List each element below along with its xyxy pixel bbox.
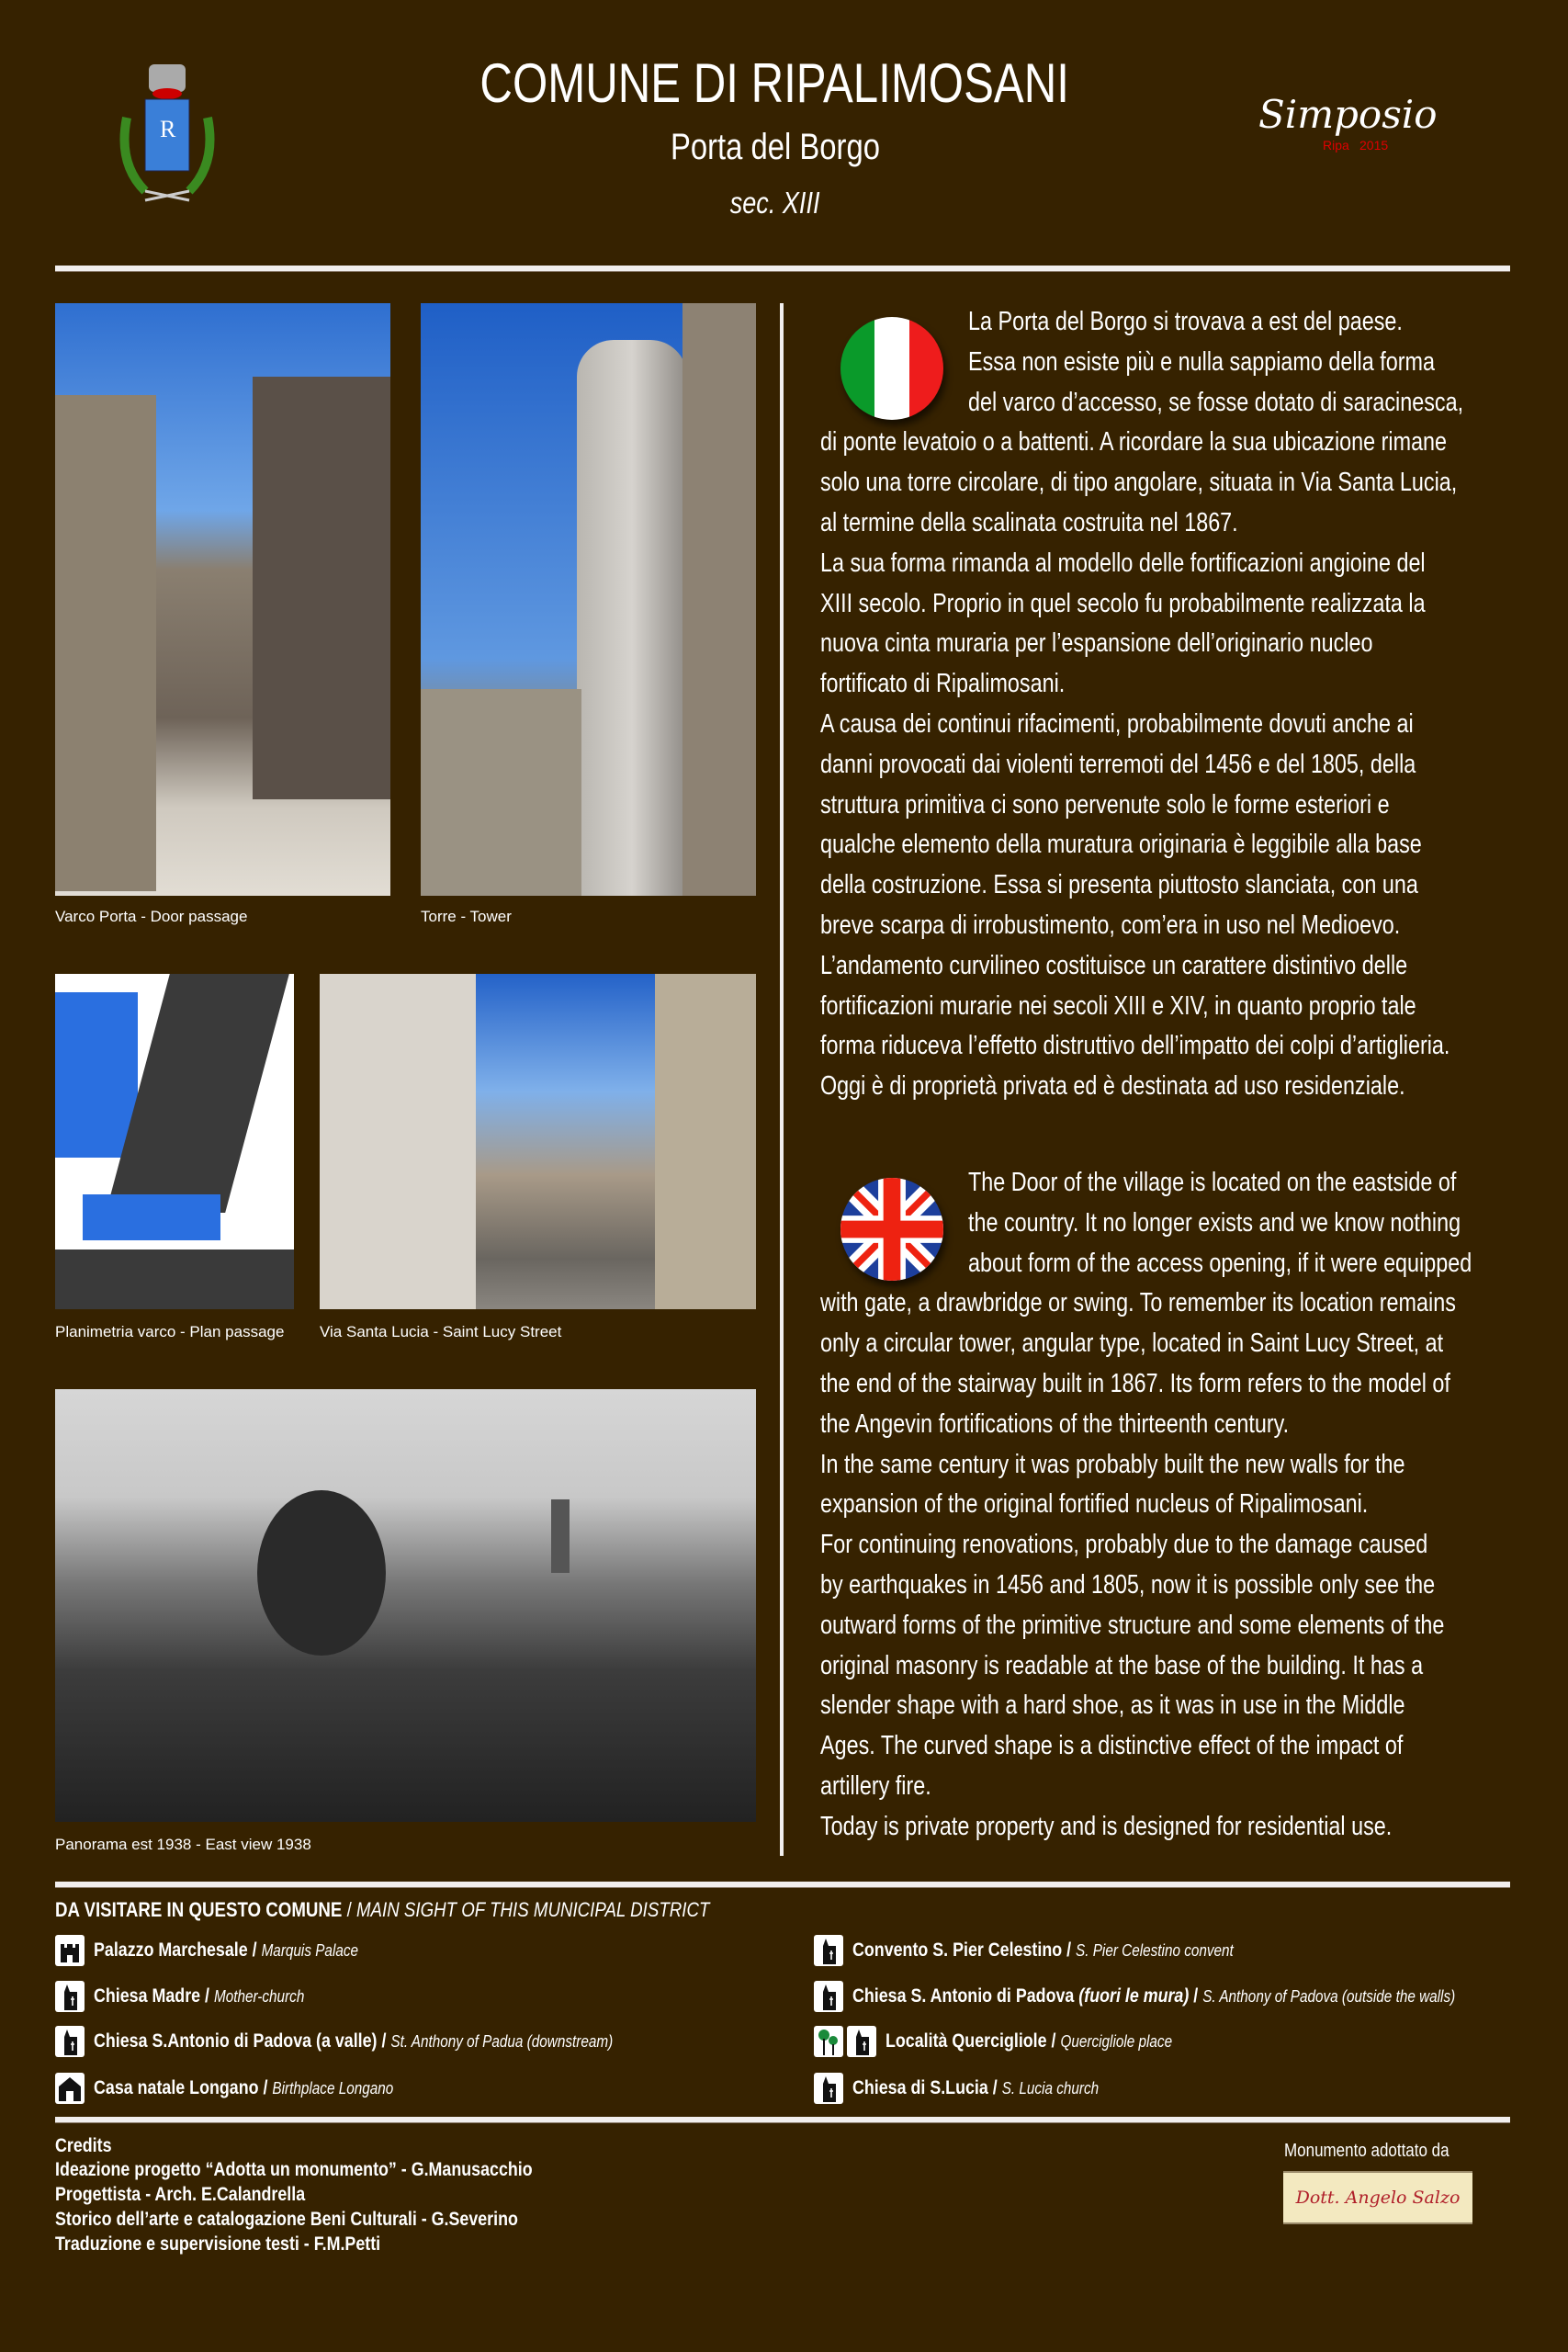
castle-icon (55, 1935, 85, 1966)
sights-heading-it: DA VISITARE IN QUESTO COMUNE (55, 1898, 343, 1921)
coat-of-arms-letter: R (160, 116, 176, 142)
sight-name-it: Convento S. Pier Celestino (852, 1939, 1063, 1961)
sight-name-en: St. Anthony of Padua (downstream) (390, 2032, 614, 2051)
simposio-logo-year: 2015 (1359, 138, 1389, 153)
photo-caption: Torre - Tower (421, 908, 512, 925)
photo-door-passage (55, 303, 390, 896)
text-line: del varco d’accesso, se fosse dotato di saracinesca, (968, 387, 1464, 417)
text-line: La Porta del Borgo si trovava a est del paese. (968, 307, 1403, 336)
photo-caption: Planimetria varco - Plan passage (55, 1323, 285, 1340)
sight-name-it: Casa natale Longano (94, 2077, 259, 2098)
text-line: forma riduceva l’effetto distruttivo dell’impatto dei colpi d’artiglieria. (820, 1031, 1450, 1061)
sight-name-it-note: (fuori le mura) (1078, 1985, 1190, 2007)
text-line: solo una torre circolare, di tipo angolare, situata in Via Santa Lucia, (820, 468, 1458, 498)
text-line: della costruzione. Essa si presenta piuttosto slanciata, con una (820, 870, 1418, 900)
uk-flag-icon (840, 1178, 943, 1281)
sight-separator: / (377, 2030, 391, 2052)
sight-item (55, 2073, 446, 2104)
sight-name-en: Mother-church (213, 1987, 305, 2006)
sight-name-it: Chiesa S. Antonio di Padova (852, 1985, 1079, 2007)
sight-name-en: S. Anthony of Padova (outside the walls) (1202, 1987, 1456, 2006)
text-line: expansion of the original fortified nucleus of Ripalimosani. (820, 1489, 1369, 1520)
text-line: qualche elemento della muratura originaria è leggibile alla base (820, 830, 1422, 860)
text-line: fortificazioni murarie nei secoli XIII e XIV, in quanto proprio tale (820, 990, 1416, 1021)
sponsor-label: Monumento adottato da (1284, 2141, 1450, 2161)
simposio-logo (1258, 92, 1451, 156)
monument-name: Porta del Borgo (670, 127, 880, 167)
text-line: fortificato di Ripalimosani. (820, 669, 1066, 699)
church-icon (55, 2026, 85, 2057)
church-icon (814, 1935, 843, 1966)
sponsor-name: Dott. Angelo Salzo (1295, 2188, 1461, 2208)
text-line: the Angevin fortifications of the thirteenth century. (820, 1408, 1290, 1439)
church-icon (814, 2073, 843, 2104)
text-line: La sua forma rimanda al modello delle fortificazioni angioine del (820, 548, 1426, 578)
text-line: Essa non esiste più e nulla sappiamo della forma (968, 346, 1435, 377)
text-line: The Door of the village is located on the eastside of (968, 1168, 1457, 1197)
sight-name-en: Quercigliole place (1060, 2032, 1173, 2051)
text-line: by earthquakes in 1456 and 1805, now it is possible only see the (820, 1570, 1436, 1600)
credit-line: Storico dell’arte e catalogazione Beni Culturali - G.Severino (55, 2209, 518, 2230)
header-divider (55, 266, 1510, 272)
text-line: slender shape with a hard shoe, as it was in use in the Middle (820, 1690, 1405, 1721)
text-line: Oggi è di proprietà privata ed è destinata ad uso residenziale. (820, 1071, 1405, 1102)
sight-name-en: S. Pier Celestino convent (1076, 1941, 1234, 1960)
house-icon (55, 2073, 85, 2104)
sight-name-it: Chiesa di S.Lucia (852, 2077, 988, 2098)
sight-separator: / (258, 2077, 273, 2098)
sight-name-it: Località Quercigliole (886, 2030, 1047, 2052)
text-line: al termine della scalinata costruita nel 1867. (820, 508, 1238, 537)
text-line: A causa dei continui rifacimenti, probabilmente dovuti anche ai (820, 709, 1414, 739)
sight-separator: / (1046, 2030, 1061, 2052)
sponsor-badge (1283, 2171, 1472, 2224)
sight-item (55, 1935, 405, 1966)
sight-name-en: Marquis Palace (261, 1941, 359, 1960)
text-line: outward forms of the primitive structure and some elements of the (820, 1610, 1445, 1640)
sight-item (814, 1935, 1301, 1966)
simposio-logo-place: Ripa (1323, 138, 1349, 153)
sight-name-en: S. Lucia church (1001, 2079, 1100, 2098)
church-icon (847, 2026, 876, 2057)
credit-line: Traduzione e supervisione testi - F.M.Petti (55, 2233, 381, 2255)
page-title: COMUNE DI RIPALIMOSANI (479, 52, 1070, 114)
text-line: artillery fire. (820, 1771, 931, 1801)
text-line: Today is private property and is designed for residential use. (820, 1811, 1393, 1841)
text-line: the country. It no longer exists and we know nothing (968, 1207, 1461, 1238)
photo-caption: Via Santa Lucia - Saint Lucy Street (320, 1323, 562, 1340)
sights-heading-separator: / (342, 1898, 356, 1921)
photo-caption: Panorama est 1938 - East view 1938 (55, 1836, 311, 1853)
sights-divider (55, 1882, 1510, 1888)
photo-plan-map (55, 974, 294, 1309)
sight-item (814, 2073, 1142, 2104)
text-line: di ponte levatoio o a battenti. A ricordare la sua ubicazione rimane (820, 427, 1448, 458)
sight-item (55, 2026, 705, 2057)
text-line: original masonry is readable at the base of the building. It has a (820, 1650, 1424, 1680)
text-line: XIII secolo. Proprio in quel secolo fu probabilmente realizzata la (820, 588, 1426, 618)
tree-icon (814, 2026, 843, 2057)
sight-separator: / (987, 2077, 1002, 2098)
text-line: about form of the access opening, if it were equipped (968, 1248, 1472, 1278)
sight-name-it: Palazzo Marchesale (94, 1939, 248, 1961)
credits-divider (55, 2117, 1510, 2123)
sight-name-it: Chiesa Madre (94, 1985, 201, 2007)
text-line: In the same century it was probably built the new walls for the (820, 1449, 1405, 1479)
sights-heading (55, 1898, 709, 1922)
credits-title: Credits (55, 2135, 112, 2156)
church-icon (55, 1981, 85, 2012)
text-line: L’andamento curvilineo costituisce un carattere distintivo delle (820, 950, 1408, 980)
sight-separator: / (200, 1985, 214, 2007)
text-line: struttura primitiva ci sono pervenute solo le forme esteriori e (820, 789, 1390, 820)
simposio-logo-name: Simposio (1258, 92, 1438, 137)
column-divider (780, 303, 784, 1856)
century-label: sec. XIII (729, 186, 820, 220)
text-line: the end of the stairway built in 1867. Its form refers to the model of (820, 1369, 1450, 1398)
text-line: with gate, a drawbridge or swing. To remember its location remains (820, 1288, 1456, 1318)
sight-separator: / (1189, 1985, 1203, 2007)
photo-saint-lucy-street (320, 974, 756, 1309)
sight-name-it: Chiesa S.Antonio di Padova (a valle) (94, 2030, 378, 2052)
photo-caption: Varco Porta - Door passage (55, 908, 248, 925)
text-line: danni provocati dai violenti terremoti del 1456 e del 1805, della (820, 749, 1416, 779)
text-line: breve scarpa di irrobustimento, com’era in uso nel Medioevo. (820, 910, 1401, 940)
credit-line: Ideazione progetto “Adotta un monumento” - G.Manusacchio (55, 2159, 533, 2180)
sight-item (814, 1981, 1562, 2012)
sights-heading-en: MAIN SIGHT OF THIS MUNICIPAL DISTRICT (355, 1898, 710, 1921)
text-line: only a circular tower, angular type, located in Saint Lucy Street, at (820, 1329, 1444, 1359)
sight-item (814, 2026, 1223, 2057)
text-line: Ages. The curved shape is a distinctive effect of the impact of (820, 1731, 1404, 1761)
text-line: nuova cinta muraria per l’espansione dell’originario nucleo (820, 628, 1373, 659)
sight-item (55, 1981, 342, 2012)
photo-tower (421, 303, 756, 896)
sight-separator: / (1062, 1939, 1077, 1961)
credit-line: Progettista - Arch. E.Calandrella (55, 2184, 306, 2205)
text-line: For continuing renovations, probably due to the damage caused (820, 1530, 1428, 1560)
sight-separator: / (247, 1939, 262, 1961)
photo-east-view-1938 (55, 1389, 756, 1822)
church-icon (814, 1981, 843, 2012)
italy-flag-icon (840, 317, 943, 420)
sight-name-en: Birthplace Longano (272, 2079, 394, 2098)
